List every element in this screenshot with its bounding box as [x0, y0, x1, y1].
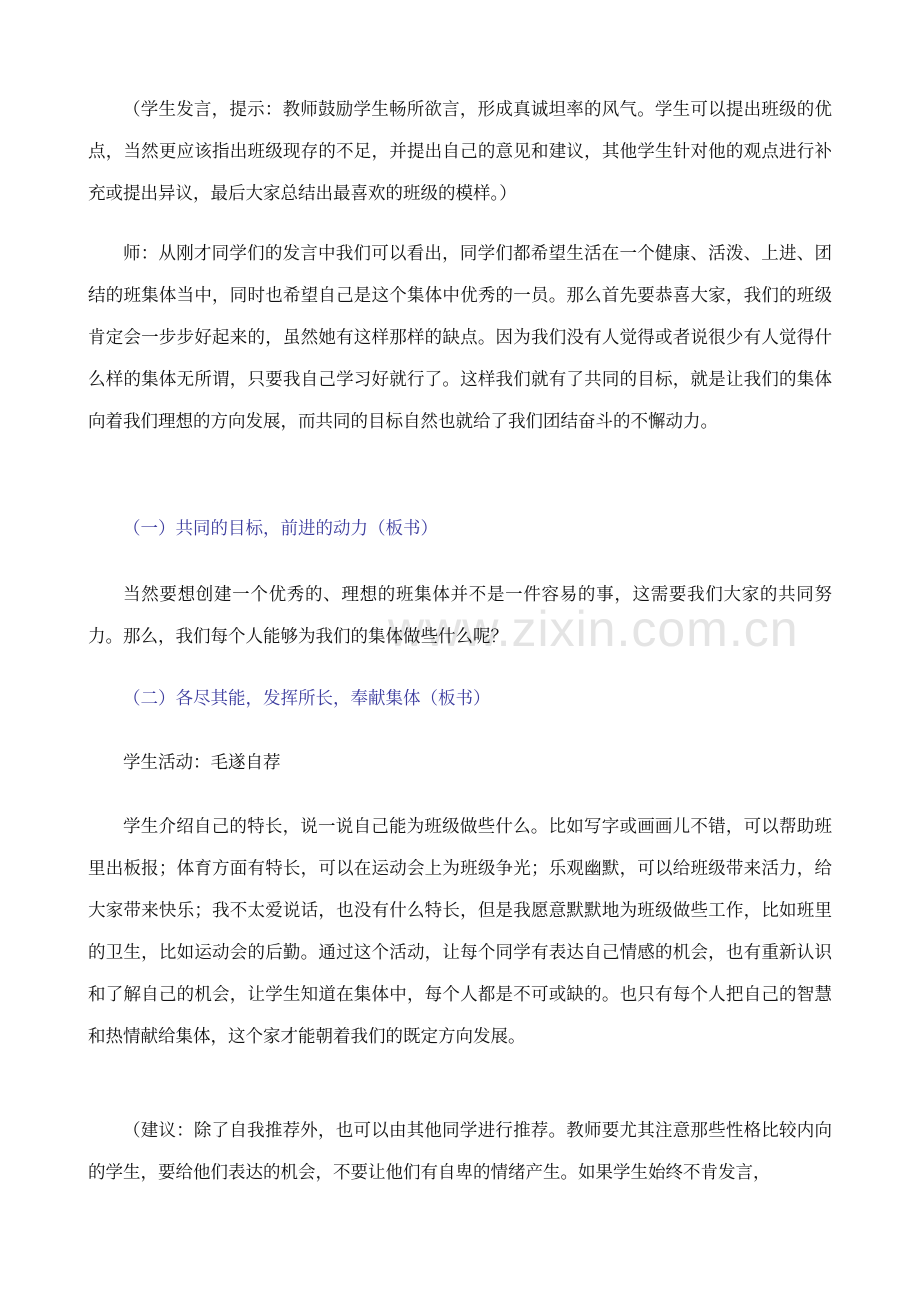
section-heading-1: （一）共同的目标，前进的动力（板书）	[123, 519, 438, 539]
watermark: www.zixin.com.cn	[388, 601, 799, 657]
paragraph-activity-title: 学生活动：毛遂自荐	[123, 753, 281, 773]
paragraph-activity-description: 学生介绍自己的特长，说一说自己能为班级做些什么。比如写字或画画儿不错，可以帮助班里出板报；体育方面有特长，可以在运动会上为班级争光；乐观幽默，可以给班级带来活力，给大家带来快乐；我不太爱说话，也没有什么特长，但是我愿意默默地为班级做些工作，比如班里的卫生，比如运动会的后勤。通过这个活动，让每个同学有表达自己情感的机会，也有重新认识和了解自己的机会，让学生知道在集体中，每个人都是不可或缺的。也只有每个人把自己的智慧和热情献给集体，这个家才能朝着我们的既定方向发展。	[88, 817, 832, 1047]
section-heading-2: （二）各尽其能，发挥所长，奉献集体（板书）	[123, 689, 491, 709]
paragraph-student-speech-note: （学生发言，提示：教师鼓励学生畅所欲言，形成真诚坦率的风气。学生可以提出班级的优点，当然更应该指出班级现存的不足，并提出自己的意见和建议，其他学生针对他的观点进行补充或提出异议，最后大家总结出最喜欢的班级的模样。）	[88, 100, 832, 204]
paragraph-teacher-remarks: 师：从刚才同学们的发言中我们可以看出，同学们都希望生活在一个健康、活泼、上进、团结的班集体当中，同时也希望自己是这个集体中优秀的一员。那么首先要恭喜大家，我们的班级肯定会一步步好起来的，虽然她有这样那样的缺点。因为我们没有人觉得或者说很少有人觉得什么样的集体无所谓，只要我自己学习好就行了。这样我们就有了共同的目标，就是让我们的集体向着我们理想的方向发展，而共同的目标自然也就给了我们团结奋斗的不懈动力。	[88, 244, 832, 432]
paragraph-transition: 当然要想创建一个优秀的、理想的班集体并不是一件容易的事，这需要我们大家的共同努力。那么，我们每个人能够为我们的集体做些什么呢？	[88, 585, 832, 647]
paragraph-suggestion: （建议：除了自我推荐外，也可以由其他同学进行推荐。教师要尤其注意那些性格比较内向的学生，要给他们表达的机会，不要让他们有自卑的情绪产生。如果学生始终不肯发言，	[88, 1121, 832, 1183]
